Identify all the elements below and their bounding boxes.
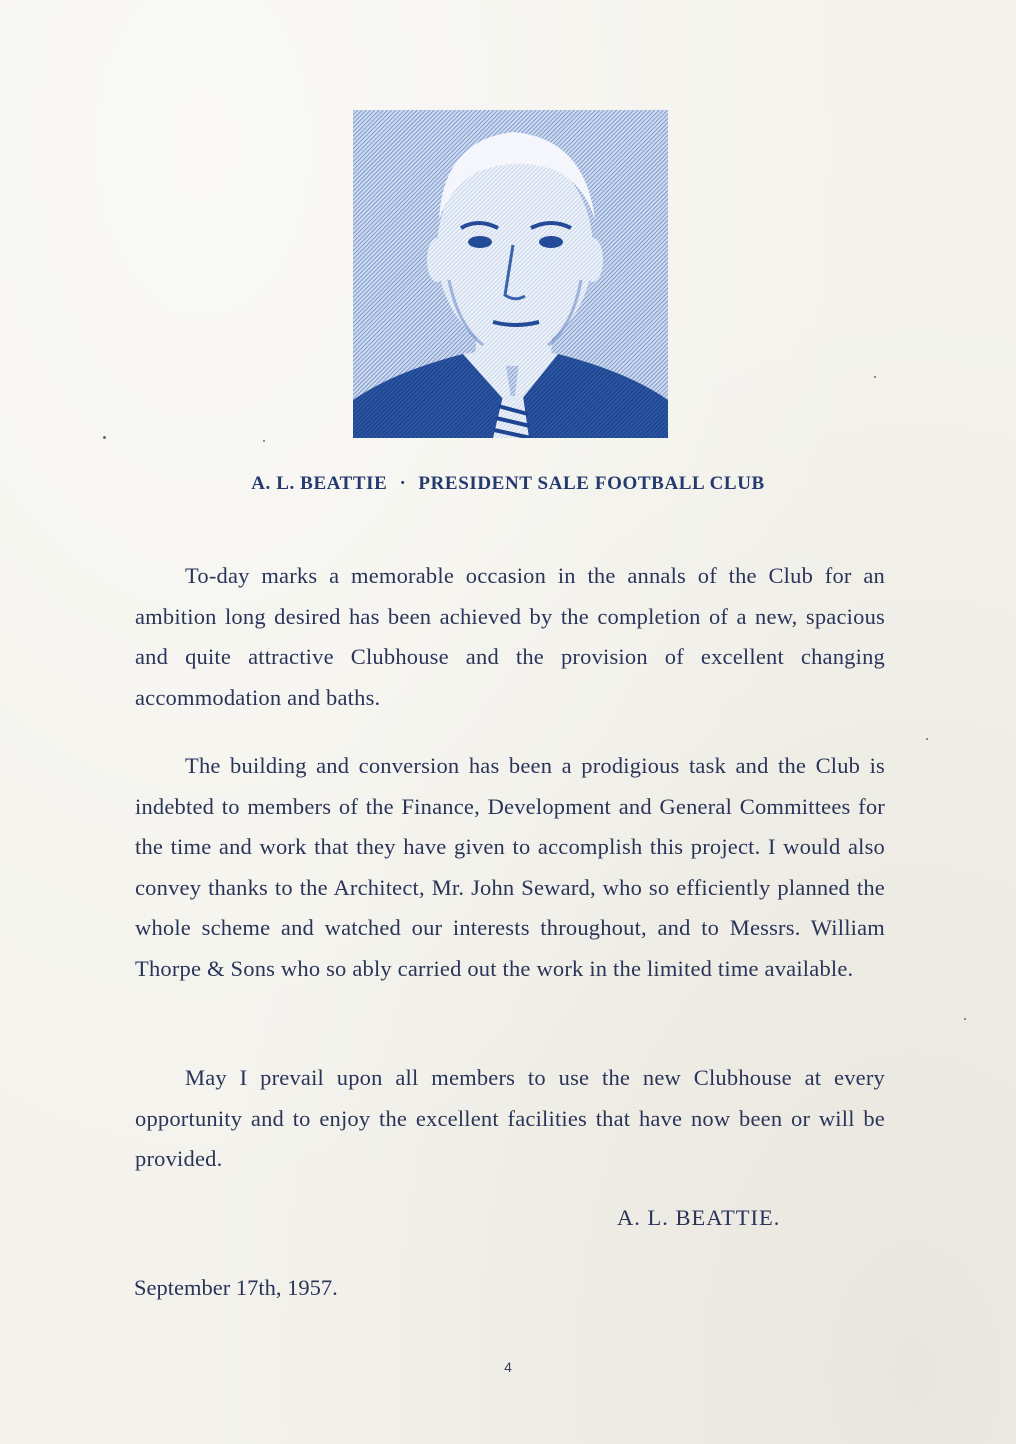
paper-speck: [926, 738, 928, 740]
caption-title: PRESIDENT SALE FOOTBALL CLUB: [418, 473, 765, 494]
paper-speck: [964, 1018, 966, 1020]
letter-date: September 17th, 1957.: [134, 1275, 338, 1300]
paragraph-3: [135, 1058, 885, 1180]
portrait-illustration: [353, 110, 668, 438]
paragraph-text: The building and conversion has been a prodigious task and the Club is indebted to members of the Finance, Development and General Committees for the time and work that they have given to accomplish this project. I would also convey thanks to the Architect, Mr. John Seward, who so efficiently planned the whole scheme and watched our interests throughout, and to Messrs. William Thorpe & Sons who so ably carried out the work in the limited time available.: [135, 753, 885, 981]
page-number: 4: [504, 1359, 512, 1375]
paper-speck: [874, 376, 876, 378]
paragraph-text: To-day marks a memorable occasion in the annals of the Club for an ambition long desired has been achieved by the completion of a new, spacious and quite attractive Clubhouse and the provision of excellent changing accommodation and baths.: [135, 563, 885, 710]
portrait-caption: [0, 473, 1016, 495]
paragraph-text: May I prevail upon all members to use the new Clubhouse at every opportunity and to enjoy the excellent facilities that have now been or will be provided.: [135, 1065, 885, 1171]
paragraph-1: [135, 556, 885, 718]
paper-speck: [103, 436, 106, 439]
caption-separator: ·: [399, 473, 407, 494]
portrait-photo: [353, 110, 668, 438]
caption-name: A. L. BEATTIE: [251, 473, 388, 494]
paragraph-2: [135, 746, 885, 989]
paper-speck: [263, 440, 265, 442]
signature: A. L. BEATTIE.: [617, 1205, 781, 1230]
